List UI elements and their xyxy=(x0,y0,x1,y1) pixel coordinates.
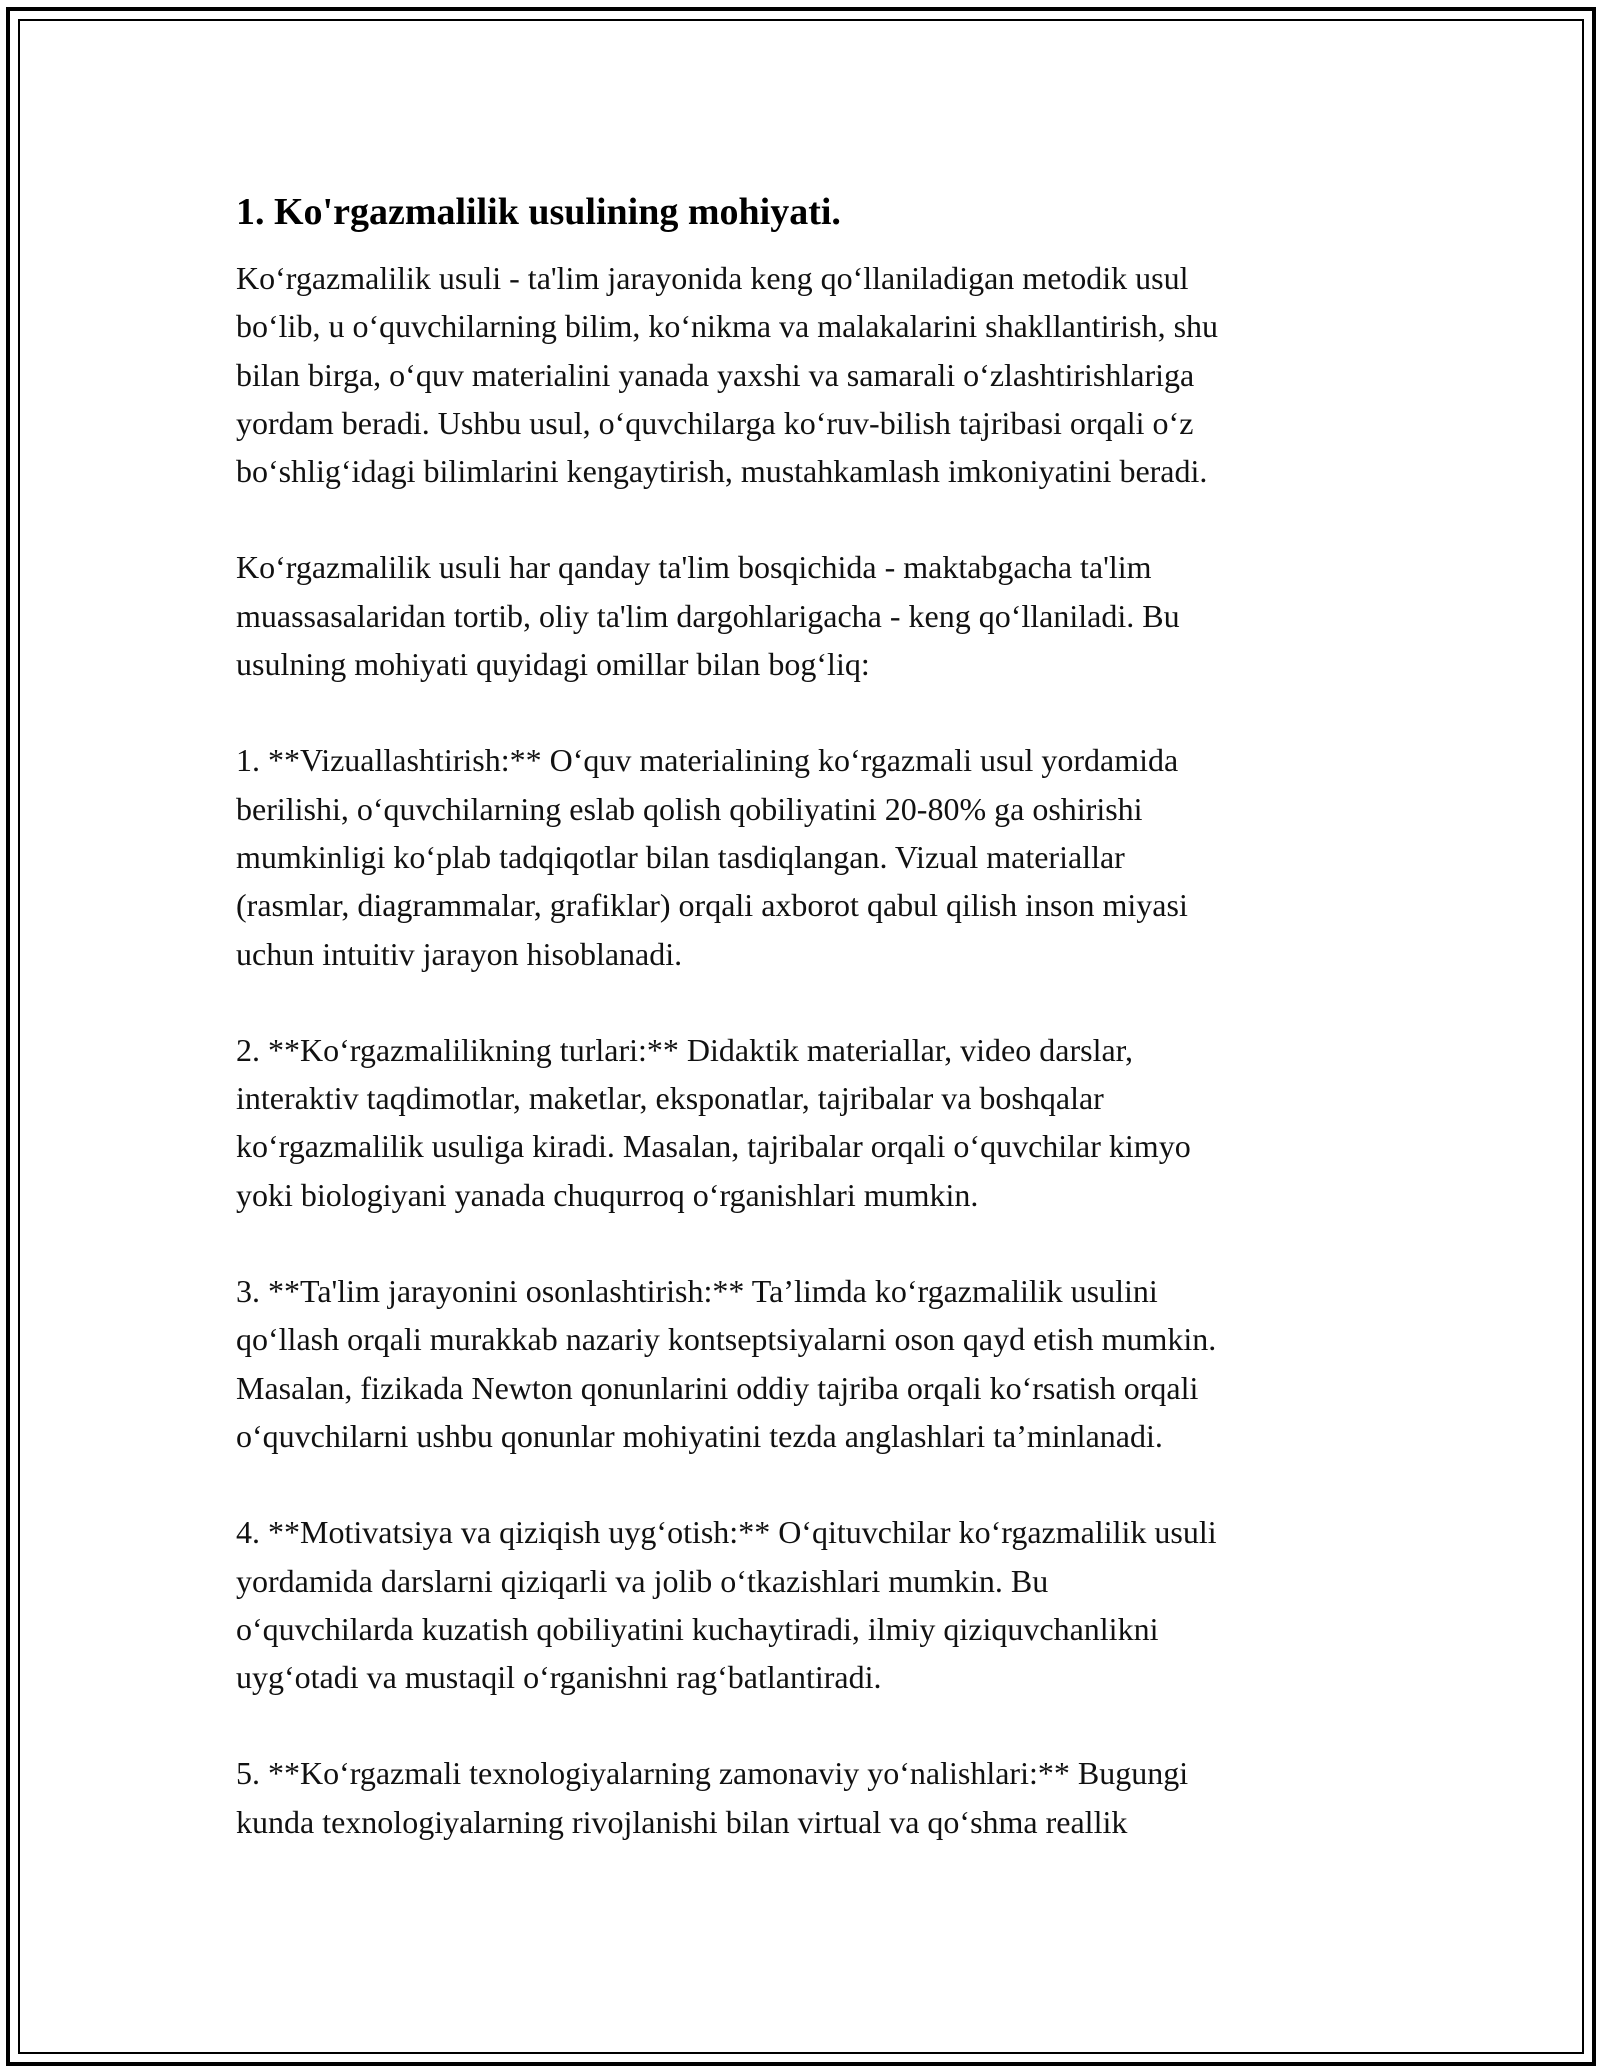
text-line: qo‘llash orqali murakkab nazariy kontseptsiyalarni oson qayd etish mumkin. xyxy=(236,1321,1217,1358)
text-line: interaktiv taqdimotlar, maketlar, eksponatlar, tajribalar va boshqalar xyxy=(236,1080,1104,1117)
paragraph-intro xyxy=(236,254,1386,495)
text-line: bo‘lib, u o‘quvchilarning bilim, ko‘nikma va malakalarini shakllantirish, shu xyxy=(236,308,1219,345)
text-line: kunda texnologiyalarning rivojlanishi bilan virtual va qo‘shma reallik xyxy=(236,1803,1128,1840)
list-item-5 xyxy=(236,1749,1386,1846)
text-line: ko‘rgazmalilik usuliga kiradi. Masalan, tajribalar orqali o‘quvchilar kimyo xyxy=(236,1128,1191,1165)
text-line: 5. **Ko‘rgazmali texnologiyalarning zamonaviy yo‘nalishlari:** Bugungi xyxy=(236,1755,1189,1792)
text-line: uyg‘otadi va mustaqil o‘rganishni rag‘batlantiradi. xyxy=(236,1659,882,1696)
text-line: bo‘shlig‘idagi bilimlarini kengaytirish, mustahkamlash imkoniyatini beradi. xyxy=(236,453,1208,490)
text-line: Masalan, fizikada Newton qonunlarini oddiy tajriba orqali ko‘rsatish orqali xyxy=(236,1369,1199,1406)
list-item-2 xyxy=(236,1026,1386,1219)
text-line: Ko‘rgazmalilik usuli har qanday ta'lim bosqichida - maktabgacha ta'lim xyxy=(236,549,1152,586)
text-line: 3. **Ta'lim jarayonini osonlashtirish:** Ta’limda ko‘rgazmalilik usulini xyxy=(236,1273,1158,1310)
text-line: Ko‘rgazmalilik usuli - ta'lim jarayonida keng qo‘llaniladigan metodik usul xyxy=(236,260,1189,296)
text-line: bilan birga, o‘quv materialini yanada yaxshi va samarali o‘zlashtirishlariga xyxy=(236,356,1195,393)
section-heading: 1. Ko'rgazmalilik usulining mohiyati. xyxy=(236,191,841,233)
document-body xyxy=(236,186,1386,1894)
list-item-1 xyxy=(236,736,1386,977)
text-line: 2. **Ko‘rgazmalilikning turlari:** Didaktik materiallar, video darslar, xyxy=(236,1031,1134,1068)
text-line: 1. **Vizuallashtirish:** O‘quv materialining ko‘rgazmali usul yordamida xyxy=(236,742,1179,779)
paragraph-stages xyxy=(236,543,1386,688)
text-line: o‘quvchilarda kuzatish qobiliyatini kuchaytiradi, ilmiy qiziquvchanlikni xyxy=(236,1610,1159,1647)
text-line: yoki biologiyani yanada chuqurroq o‘rganishlari mumkin. xyxy=(236,1176,979,1213)
text-line: yordamida darslarni qiziqarli va jolib o‘tkazishlari mumkin. Bu xyxy=(236,1562,1049,1599)
text-line: berilishi, o‘quvchilarning eslab qolish qobiliyatini 20-80% ga oshirishi xyxy=(236,790,1143,827)
text-line: mumkinligi ko‘plab tadqiqotlar bilan tasdiqlangan. Vizual materiallar xyxy=(236,838,1125,875)
list-item-4 xyxy=(236,1508,1386,1701)
list-item-3 xyxy=(236,1267,1386,1460)
text-line: (rasmlar, diagrammalar, grafiklar) orqali axborot qabul qilish inson miyasi xyxy=(236,887,1188,924)
text-line: o‘quvchilarni ushbu qonunlar mohiyatini tezda anglashlari ta’minlanadi. xyxy=(236,1417,1163,1454)
text-line: 4. **Motivatsiya va qiziqish uyg‘otish:** O‘qituvchilar ko‘rgazmalilik usuli xyxy=(236,1514,1217,1551)
text-line: muassasalaridan tortib, oliy ta'lim dargohlarigacha - keng qo‘llaniladi. Bu xyxy=(236,597,1180,634)
text-line: usulning mohiyati quyidagi omillar bilan bog‘liq: xyxy=(236,646,870,683)
text-line: yordam beradi. Ushbu usul, o‘quvchilarga ko‘ruv-bilish tajribasi orqali o‘z xyxy=(236,404,1194,441)
text-line: uchun intuitiv jarayon hisoblanadi. xyxy=(236,935,683,972)
